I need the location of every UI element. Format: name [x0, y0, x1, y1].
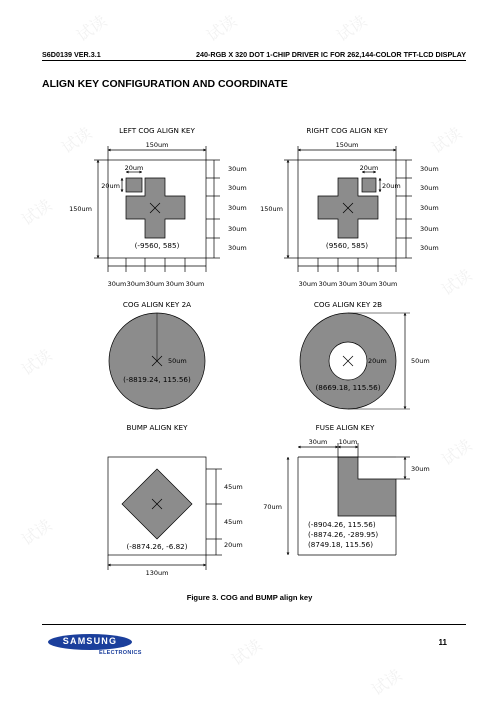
cog-2b-coord: (8669.18, 115.56) [315, 383, 381, 392]
left-cog-small-h: 20um [101, 182, 120, 190]
samsung-logo [42, 634, 146, 664]
watermark: 试读 [369, 666, 406, 700]
footer-rule [42, 624, 466, 625]
right-cog-small-w: 20um [359, 164, 379, 172]
right-cog-right-dim: 30um [420, 204, 439, 212]
left-cog-small-square [126, 178, 142, 192]
logo-wordmark: SAMSUNG [62, 636, 118, 646]
fuse-title: FUSE ALIGN KEY [315, 423, 375, 432]
left-cog-bottom-dim: 30um [107, 280, 127, 288]
watermark: 试读 [439, 266, 476, 300]
left-cog-right-dim: 30um [228, 204, 247, 212]
fuse-top-dim: 10um [338, 438, 358, 446]
cog-2a-title: COG ALIGN KEY 2A [122, 300, 192, 309]
cog-2b-title: COG ALIGN KEY 2B [313, 300, 383, 309]
left-cog-right-dim: 30um [228, 225, 247, 233]
right-cog-bottom-dim: 30um [358, 280, 378, 288]
bump-align-key [108, 457, 222, 570]
watermark: 试读 [334, 12, 371, 46]
section-title: ALIGN KEY CONFIGURATION AND COORDINATE [42, 78, 288, 90]
cog-2b-outer-dim: 50um [411, 357, 430, 365]
fuse-right-dim: 30um [411, 465, 430, 473]
figure-caption: Figure 3. COG and BUMP align key [186, 593, 313, 602]
cog-2b-inner-dim: 20um [368, 357, 387, 365]
right-cog-align-key [284, 146, 412, 272]
watermark: 试读 [74, 12, 111, 46]
watermark: 试读 [19, 516, 56, 550]
cog-2a-radius-dim: 50um [168, 357, 187, 365]
left-cog-right-dim: 30um [228, 165, 247, 173]
right-cog-right-dim: 30um [420, 165, 439, 173]
watermark: 试读 [429, 124, 466, 158]
right-cog-small-square [362, 178, 376, 192]
right-cog-side-dim: 150um [260, 205, 283, 213]
cog-align-key-2b [300, 313, 410, 409]
left-cog-bottom-dim: 30um [126, 280, 146, 288]
left-cog-title: LEFT COG ALIGN KEY [119, 126, 195, 135]
cog-2a-coord: (-8819.24, 115.56) [123, 375, 191, 384]
watermark: 试读 [19, 346, 56, 380]
left-cog-small-w: 20um [124, 164, 144, 172]
page-number: 11 [438, 638, 447, 647]
left-cog-side-dim: 150um [69, 205, 92, 213]
header-doc-title: 240-RGB X 320 DOT 1-CHIP DRIVER IC FOR 262,144-COLOR TFT-LCD DISPLAY [196, 50, 466, 59]
left-cog-coord: (-9560, 585) [134, 241, 180, 250]
watermark: 试读 [59, 124, 96, 158]
right-cog-bottom-dim: 30um [338, 280, 358, 288]
fuse-l-shape [338, 457, 396, 516]
right-cog-right-dim: 30um [420, 225, 439, 233]
logo-subtitle: ELECTRONICS [99, 650, 142, 656]
right-cog-right-dim: 30um [420, 184, 439, 192]
fuse-coord: (-8874.26, -289.95) [308, 530, 379, 539]
right-cog-right-dim: 30um [420, 244, 439, 252]
fuse-coord: (-8904.26, 115.56) [308, 520, 376, 529]
left-cog-top-dim: 150um [145, 141, 169, 149]
right-cog-bottom-dim: 30um [298, 280, 318, 288]
watermark: 试读 [204, 12, 241, 46]
left-cog-right-dim: 30um [228, 244, 247, 252]
right-cog-bottom-dim: 30um [318, 280, 338, 288]
left-cog-align-key [94, 146, 220, 272]
right-cog-title: RIGHT COG ALIGN KEY [306, 126, 388, 135]
fuse-coord: (8749.18, 115.56) [308, 540, 374, 549]
right-cog-top-dim: 150um [335, 141, 359, 149]
watermark: 试读 [229, 636, 266, 670]
bump-right-dim: 20um [224, 541, 243, 549]
right-cog-small-h: 20um [382, 182, 401, 190]
watermark: 试读 [19, 196, 56, 230]
bump-right-dim: 45um [224, 483, 243, 491]
left-cog-bottom-dim: 30um [165, 280, 185, 288]
bump-title: BUMP ALIGN KEY [126, 423, 188, 432]
bump-bottom-dim: 130um [145, 569, 169, 577]
bump-coord: (-8874.26, -6.82) [126, 542, 188, 551]
watermark: 试读 [439, 436, 476, 470]
cog-align-key-2a [109, 313, 205, 409]
header-doc-id: S6D0139 VER.3.1 [42, 50, 101, 59]
fuse-top-dim: 30um [308, 438, 328, 446]
right-cog-coord: (9560, 585) [325, 241, 369, 250]
left-cog-right-dim: 30um [228, 184, 247, 192]
left-cog-bottom-dim: 30um [185, 280, 205, 288]
bump-right-dim: 45um [224, 518, 243, 526]
fuse-left-dim: 70um [263, 503, 282, 511]
right-cog-bottom-dim: 30um [378, 280, 398, 288]
left-cog-bottom-dim: 30um [145, 280, 165, 288]
